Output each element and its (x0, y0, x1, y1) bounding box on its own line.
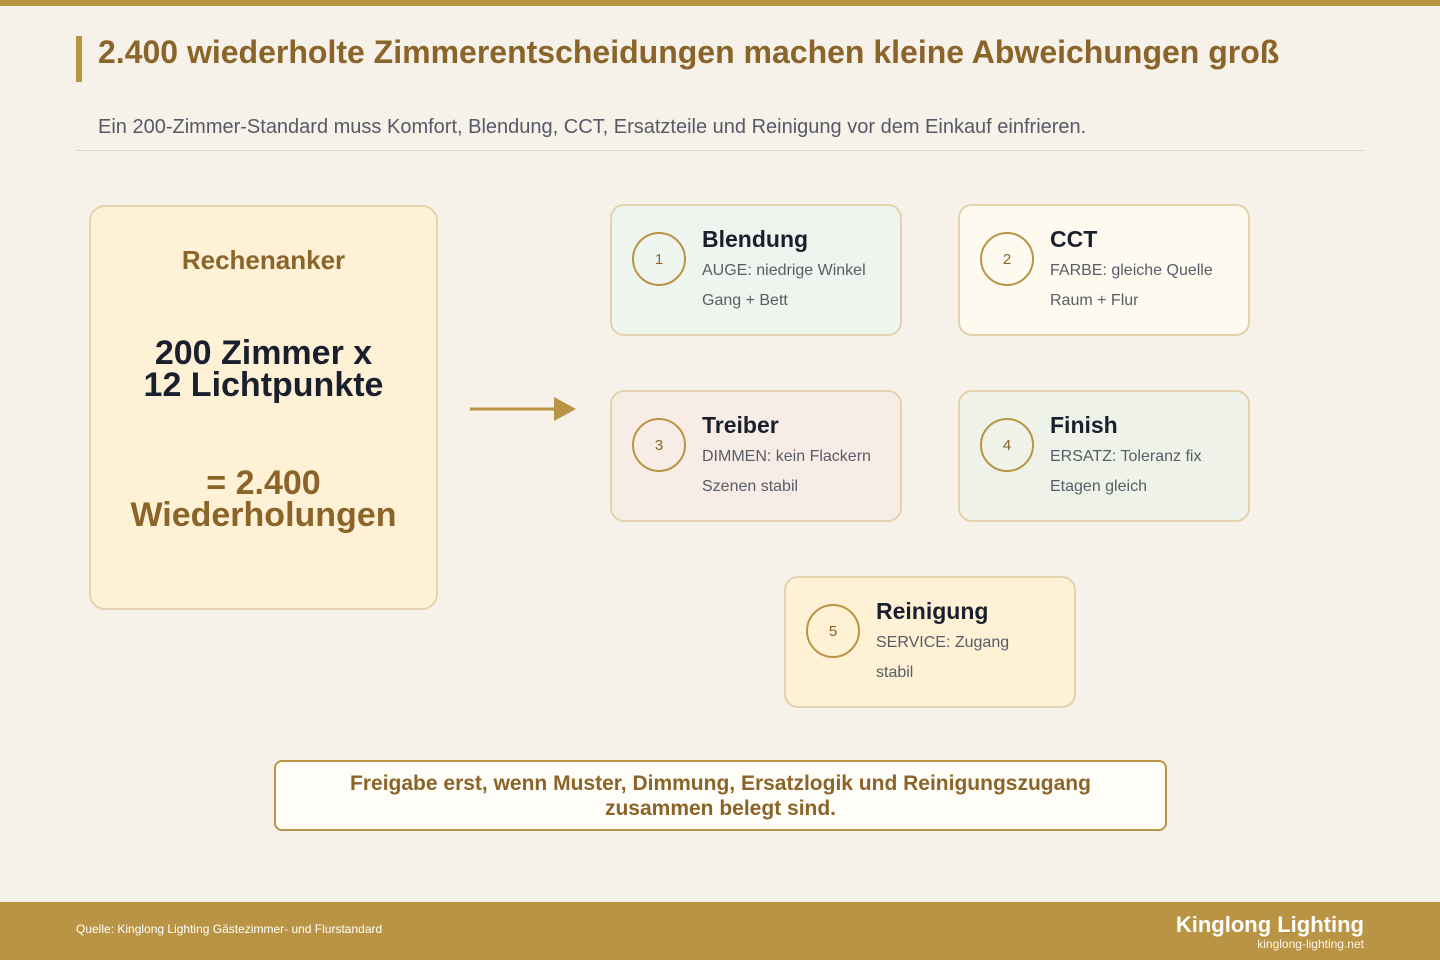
anchor-result-line-2: Wiederholungen (130, 496, 397, 534)
card-number-badge: 5 (806, 604, 860, 658)
card-number-badge: 2 (980, 232, 1034, 286)
page-subtitle: Ein 200-Zimmer-Standard muss Komfort, Blendung, CCT, Ersatzteile und Reinigung vor dem Einkauf einfrieren. (98, 116, 1087, 138)
release-condition-text: Freigabe erst, wenn Muster, Dimmung, Ersatzlogik und Reinigungszugang zusammen belegt sind. (350, 771, 1091, 820)
card-line-1: ERSATZ: Toleranz fix (1050, 448, 1202, 465)
card-number-badge: 1 (632, 232, 686, 286)
release-condition-box (274, 760, 1167, 831)
card-line-1: SERVICE: Zugang (876, 634, 1010, 651)
card-title: Reinigung (876, 598, 989, 624)
anchor-calc-line-2: 12 Lichtpunkte (143, 366, 384, 404)
card-line-2: stabil (876, 664, 914, 681)
card-title: CCT (1050, 226, 1098, 252)
anchor-result (91, 464, 436, 534)
card-title: Blendung (702, 226, 809, 252)
card-line-2: Gang + Bett (702, 292, 788, 309)
card-treiber (610, 390, 902, 522)
footer-source: Quelle: Kinglong Lighting Gästezimmer- und Flurstandard (76, 922, 383, 936)
anchor-calculation (91, 334, 436, 404)
card-title: Finish (1050, 412, 1118, 438)
footer-brand-logo: Kinglong Lighting (1175, 912, 1364, 937)
card-finish (958, 390, 1250, 522)
card-title: Treiber (702, 412, 779, 438)
card-blendung (610, 204, 902, 336)
card-line-2: Raum + Flur (1050, 292, 1139, 309)
footer-bar (0, 902, 1440, 960)
title-accent-bar (76, 36, 82, 82)
page-title: 2.400 wiederholte Zimmerentscheidungen machen kleine Abweichungen groß (98, 34, 1280, 70)
card-line-1: DIMMEN: kein Flackern (702, 448, 871, 465)
card-line-2: Etagen gleich (1050, 478, 1147, 495)
anchor-result-line-1: = 2.400 (206, 464, 321, 502)
card-line-1: AUGE: niedrige Winkel (702, 262, 866, 279)
anchor-label: Rechenanker (181, 245, 346, 275)
card-line-1: FARBE: gleiche Quelle (1050, 262, 1213, 279)
card-line-2: Szenen stabil (702, 478, 799, 495)
card-number-badge: 3 (632, 418, 686, 472)
card-reinigung (784, 576, 1076, 708)
footer-url: kinglong-lighting.net (1257, 937, 1364, 951)
flow-arrow-icon (470, 396, 580, 422)
anchor-calc-line-1: 200 Zimmer x (154, 334, 373, 372)
calculation-anchor-box (89, 205, 438, 610)
top-accent-bar (0, 0, 1440, 6)
card-cct (958, 204, 1250, 336)
header-divider (76, 150, 1365, 151)
card-number-badge: 4 (980, 418, 1034, 472)
